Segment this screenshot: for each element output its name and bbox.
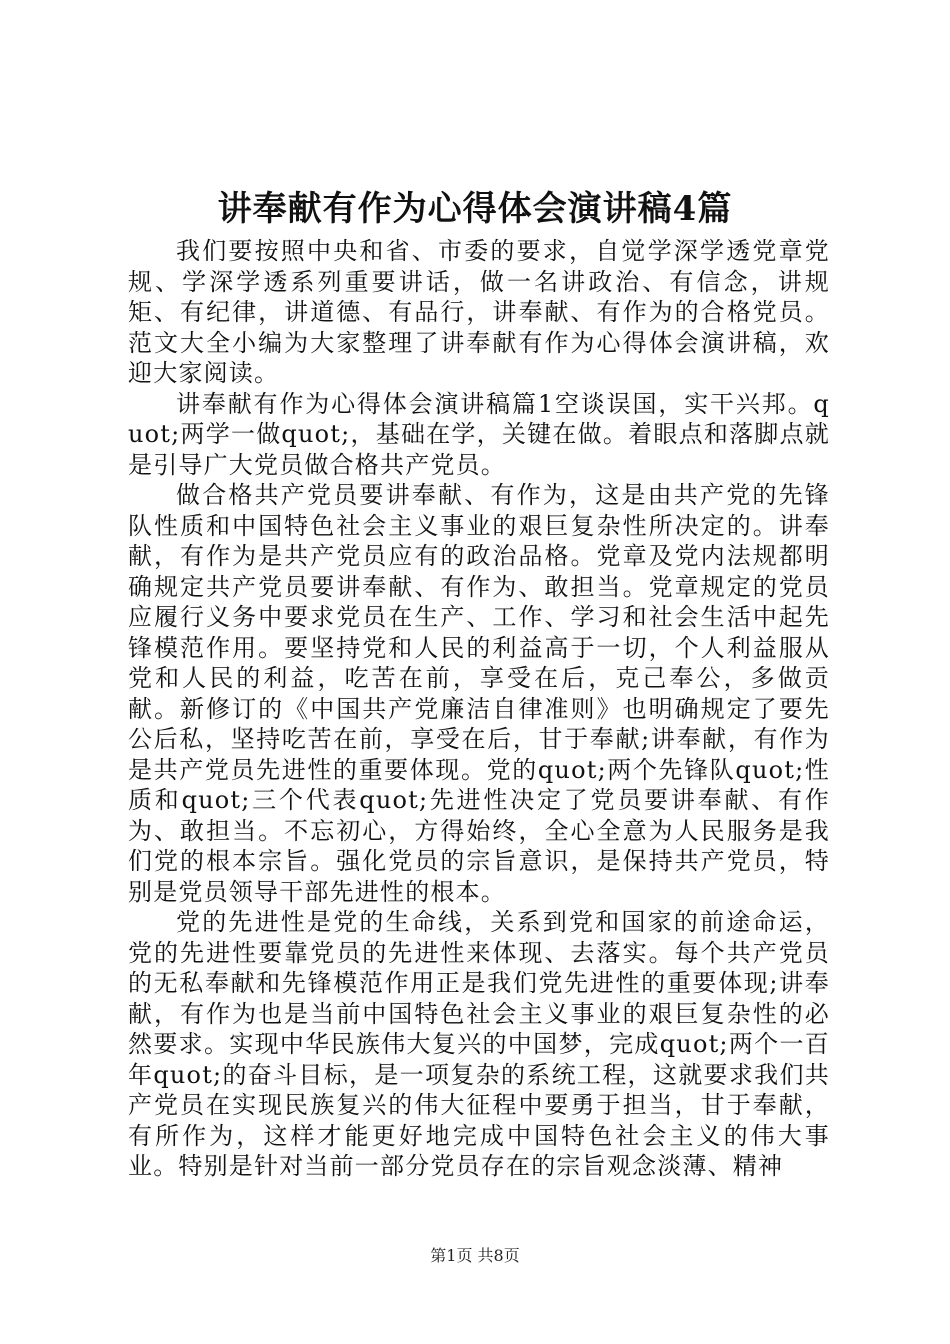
paragraph-intro: 我们要按照中央和省、市委的要求，自觉学深学透党章党规、学深学透系列重要讲话，做一名讲政治、有信念，讲规矩、有纪律，讲道德、有品行，讲奉献、有作为的合格党员。范文大全小编为大家整理了讲奉献有作为心得体会演讲稿，欢迎大家阅读。 <box>128 237 830 387</box>
page-number-footer: 第1页 共8页 <box>430 1246 520 1265</box>
document-title: 讲奉献有作为心得体会演讲稿4篇 <box>217 189 733 229</box>
document-body <box>128 236 830 1182</box>
paragraph-3: 党的先进性是党的生命线，关系到党和国家的前途命运，党的先进性要靠党员的先进性来体现、去落实。每个共产党员的无私奉献和先锋模范作用正是我们党先进性的重要体现;讲奉献，有作为也是当前中国特色社会主义事业的艰巨复杂性的必然要求。实现中华民族伟大复兴的中国梦，完成quot;两个一百年quot;的奋斗目标，是一项复杂的系统工程，这就要求我们共产党员在实现民族复兴的伟大征程中要勇于担当，甘于奉献，有所作为，这样才能更好地完成中国特色社会主义的伟大事业。特别是针对当前一部分党员存在的宗旨观念淡薄、精神 <box>128 908 830 1180</box>
paragraph-1: 讲奉献有作为心得体会演讲稿篇1空谈误国，实干兴邦。quot;两学一做quot;，基础在学，关键在做。着眼点和落脚点就是引导广大党员做合格共产党员。 <box>128 389 830 479</box>
paragraph-2: 做合格共产党员要讲奉献、有作为，这是由共产党的先锋队性质和中国特色社会主义事业的艰巨复杂性所决定的。讲奉献，有作为是共产党员应有的政治品格。党章及党内法规都明确规定共产党员要讲奉献、有作为、敢担当。党章规定的党员应履行义务中要求党员在生产、工作、学习和社会生活中起先锋模范作用。要坚持党和人民的利益高于一切，个人利益服从党和人民的利益，吃苦在前，享受在后，克己奉公，多做贡献。新修订的《中国共产党廉洁自律准则》也明确规定了要先公后私，坚持吃苦在前，享受在后，甘于奉献;讲奉献，有作为是共产党员先进性的重要体现。党的quot;两个先锋队quot;性质和quot;三个代表quot;先进性决定了党员要讲奉献、有作为、敢担当。不忘初心，方得始终，全心全意为人民服务是我们党的根本宗旨。强化党员的宗旨意识，是保持共产党员，特别是党员领导干部先进性的根本。 <box>128 481 830 906</box>
